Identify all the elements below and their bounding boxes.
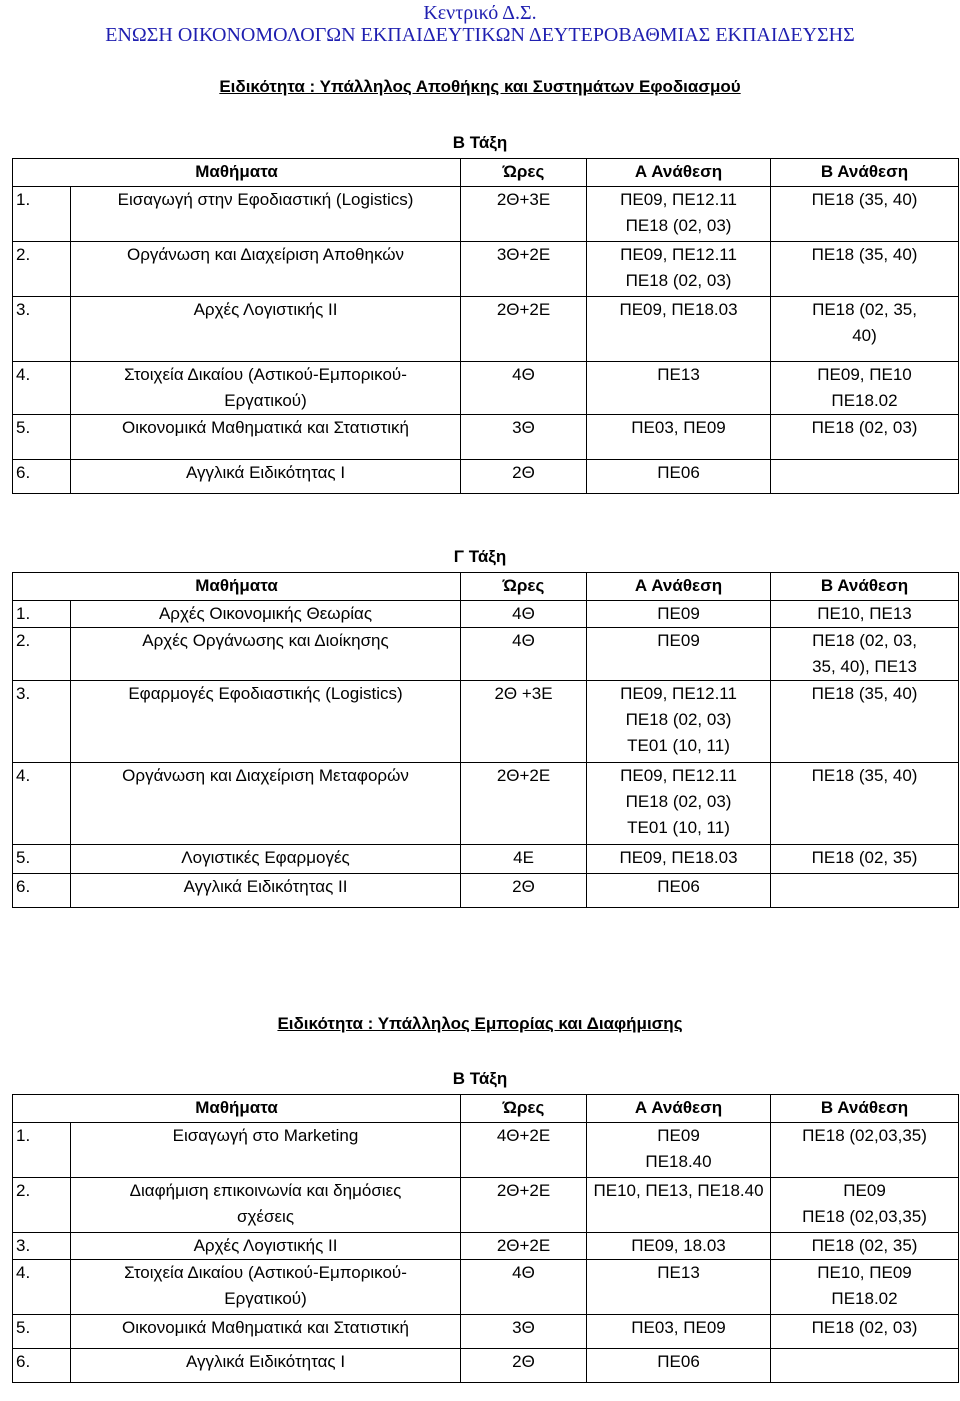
a-assignment: ΠΕ09, 18.03 (631, 1236, 726, 1255)
a-assignment: ΠΕ09, ΠΕ12.11 (620, 684, 737, 703)
a-assignment-cell (587, 601, 771, 628)
course-cell (71, 415, 461, 460)
a-assignment-cell (587, 1233, 771, 1260)
b-assignment: ΠΕ09, ΠΕ10 (817, 365, 912, 384)
course-name: Εφαρμογές Εφοδιαστικής (Logistics) (128, 684, 403, 703)
row-number: 5. (13, 845, 71, 874)
table-row (13, 1123, 959, 1178)
b-assignment: ΠΕ18.02 (831, 391, 898, 410)
b-assignment-cell (771, 242, 959, 297)
b-assignment: ΠΕ18 (35, 40) (811, 245, 918, 264)
table-header-row (13, 573, 959, 601)
b-assignment: ΠΕ18 (02, 35, (812, 300, 917, 319)
course-table (12, 572, 959, 908)
hours-cell: 2Θ+3Ε (461, 187, 587, 242)
row-number: 3. (13, 681, 71, 763)
b-assignment-cell (771, 1123, 959, 1178)
hours-cell: 4Θ (461, 362, 587, 415)
course-name: Εισαγωγή στην Εφοδιαστική (Logistics) (117, 190, 414, 209)
hours-cell: 2Θ (461, 1349, 587, 1383)
b-assignment-cell (771, 297, 959, 362)
a-assignment-cell (587, 763, 771, 845)
course-name: Οργάνωση και Διαχείριση Μεταφορών (122, 766, 409, 785)
b-assignment-cell (771, 1178, 959, 1233)
course-cell (71, 1349, 461, 1383)
course-name: Αγγλικά Ειδικότητας Ι (185, 463, 346, 482)
course-name: σχέσεις (236, 1207, 295, 1226)
a-assignment: ΠΕ09, ΠΕ18.03 (619, 848, 738, 867)
header-union-name: ΕΝΩΣΗ ΟΙΚΟΝΟΜΟΛΟΓΩΝ ΕΚΠΑΙΔΕΥΤΙΚΩΝ ΔΕΥΤΕΡΟΒΑΘΜΙΑΣ ΕΚΠΑΙΔΕΥΣΗΣ (105, 24, 855, 46)
course-name: Οικονομικά Μαθηματικά και Στατιστική (121, 1318, 410, 1337)
table-row (13, 187, 959, 242)
hours-cell: 3Θ+2Ε (461, 242, 587, 297)
a-assignment: ΠΕ09 (657, 604, 700, 623)
course-table (12, 158, 959, 494)
a-assignment: ΠΕ06 (657, 463, 700, 482)
course-table (12, 1094, 959, 1383)
a-assignment-cell (587, 1178, 771, 1233)
course-cell (71, 1315, 461, 1349)
hours-cell: 2Θ (461, 460, 587, 494)
course-name: Αγγλικά Ειδικότητας ΙΙ (183, 877, 348, 896)
a-assignment: ΠΕ09 (657, 631, 700, 650)
course-cell (71, 681, 461, 763)
row-number: 3. (13, 297, 71, 362)
a-assignment-cell (587, 187, 771, 242)
course-cell (71, 187, 461, 242)
b-assignment-cell (771, 1315, 959, 1349)
a-assignment: ΠΕ09 (657, 1126, 700, 1145)
class-title: Β Τάξη (452, 133, 508, 152)
header-cell: Α Ανάθεση (587, 159, 771, 187)
course-name: Αρχές Λογιστικής ΙΙ (193, 1236, 338, 1255)
a-assignment: ΤΕ01 (10, 11) (627, 818, 730, 837)
b-assignment-cell (771, 187, 959, 242)
header-cell: Α Ανάθεση (587, 1095, 771, 1123)
a-assignment-cell (587, 681, 771, 763)
header-cell: Β Ανάθεση (771, 573, 959, 601)
row-number: 2. (13, 628, 71, 681)
hours-cell: 4Θ+2Ε (461, 1123, 587, 1178)
course-name: Εργατικού) (224, 1289, 307, 1308)
a-assignment: ΠΕ09, ΠΕ12.11 (620, 245, 737, 264)
a-assignment: ΠΕ09, ΠΕ12.11 (620, 190, 737, 209)
header-cell: Ώρες (461, 1095, 587, 1123)
course-cell (71, 874, 461, 908)
b-assignment: ΠΕ18 (35, 40) (811, 190, 918, 209)
course-cell (71, 1233, 461, 1260)
row-number: 6. (13, 460, 71, 494)
course-cell (71, 628, 461, 681)
b-assignment-cell (771, 601, 959, 628)
row-number: 3. (13, 1233, 71, 1260)
table-row (13, 845, 959, 874)
hours-cell: 4Θ (461, 1260, 587, 1315)
course-cell (71, 297, 461, 362)
row-number: 5. (13, 415, 71, 460)
header-cell: Α Ανάθεση (587, 573, 771, 601)
header-cell: Β Ανάθεση (771, 1095, 959, 1123)
row-number: 4. (13, 362, 71, 415)
hours-cell: 4Θ (461, 601, 587, 628)
a-assignment-cell (587, 362, 771, 415)
b-assignment-cell (771, 763, 959, 845)
a-assignment: ΠΕ10, ΠΕ13, ΠΕ18.40 (593, 1181, 764, 1200)
course-cell (71, 362, 461, 415)
b-assignment-cell (771, 415, 959, 460)
b-assignment: ΠΕ18 (02, 35) (811, 1236, 918, 1255)
b-assignment-cell (771, 1233, 959, 1260)
b-assignment-cell (771, 874, 959, 908)
b-assignment-cell (771, 1349, 959, 1383)
b-assignment: ΠΕ18 (35, 40) (811, 684, 918, 703)
table-row (13, 763, 959, 845)
table-row (13, 362, 959, 415)
course-name: Λογιστικές Εφαρμογές (181, 848, 350, 867)
table-row (13, 1349, 959, 1383)
header-cell: Μαθήματα (13, 159, 461, 187)
a-assignment: ΠΕ18 (02, 03) (625, 792, 732, 811)
a-assignment-cell (587, 415, 771, 460)
row-number: 1. (13, 1123, 71, 1178)
row-number: 1. (13, 601, 71, 628)
a-assignment: ΠΕ09, ΠΕ18.03 (619, 300, 738, 319)
row-number: 4. (13, 1260, 71, 1315)
course-name: Διαφήμιση επικοινωνία και δημόσιες (129, 1181, 402, 1200)
header-cell: Ώρες (461, 159, 587, 187)
a-assignment: ΠΕ09, ΠΕ12.11 (620, 766, 737, 785)
table-row (13, 874, 959, 908)
a-assignment-cell (587, 1315, 771, 1349)
b-assignment-cell (771, 362, 959, 415)
b-assignment-cell (771, 460, 959, 494)
header-line1: Κεντρικό Δ.Σ. (423, 2, 537, 24)
table-row (13, 297, 959, 362)
table-header-row (13, 1095, 959, 1123)
class-title: Γ Τάξη (453, 547, 507, 566)
table-row (13, 460, 959, 494)
row-number: 6. (13, 1349, 71, 1383)
a-assignment-cell (587, 874, 771, 908)
a-assignment: ΠΕ06 (657, 877, 700, 896)
table-row (13, 242, 959, 297)
header-cell: Ώρες (461, 573, 587, 601)
a-assignment-cell (587, 628, 771, 681)
table-row (13, 1260, 959, 1315)
a-assignment: ΠΕ03, ΠΕ09 (631, 418, 726, 437)
course-name: Αρχές Λογιστικής ΙΙ (193, 300, 338, 319)
course-name: Εργατικού) (224, 391, 307, 410)
header-cell: Β Ανάθεση (771, 159, 959, 187)
b-assignment-cell (771, 845, 959, 874)
course-name: Στοιχεία Δικαίου (Αστικού-Εμπορικού- (124, 365, 407, 384)
b-assignment: ΠΕ18 (02,03,35) (802, 1126, 927, 1145)
course-cell (71, 1260, 461, 1315)
hours-cell: 3Θ (461, 1315, 587, 1349)
a-assignment-cell (587, 1260, 771, 1315)
b-assignment-cell (771, 1260, 959, 1315)
b-assignment-cell (771, 628, 959, 681)
hours-cell: 2Θ+2Ε (461, 297, 587, 362)
header-cell: Μαθήματα (13, 1095, 461, 1123)
b-assignment: ΠΕ18 (02, 03) (811, 1318, 918, 1337)
a-assignment: ΠΕ06 (657, 1352, 700, 1371)
table-row (13, 1178, 959, 1233)
hours-cell: 4Θ (461, 628, 587, 681)
a-assignment-cell (587, 845, 771, 874)
hours-cell: 4Ε (461, 845, 587, 874)
row-number: 2. (13, 242, 71, 297)
b-assignment: ΠΕ18.02 (831, 1289, 898, 1308)
hours-cell: 3Θ (461, 415, 587, 460)
hours-cell: 2Θ (461, 874, 587, 908)
a-assignment: ΠΕ18.40 (645, 1152, 712, 1171)
table-row (13, 1233, 959, 1260)
a-assignment: ΠΕ18 (02, 03) (625, 710, 732, 729)
b-assignment-cell (771, 681, 959, 763)
course-name: Οργάνωση και Διαχείριση Αποθηκών (126, 245, 405, 264)
course-name: Οικονομικά Μαθηματικά και Στατιστική (121, 418, 410, 437)
b-assignment: ΠΕ18 (02,03,35) (802, 1207, 927, 1226)
course-name: Στοιχεία Δικαίου (Αστικού-Εμπορικού- (124, 1263, 407, 1282)
row-number: 5. (13, 1315, 71, 1349)
a-assignment: ΤΕ01 (10, 11) (627, 736, 730, 755)
b-assignment: ΠΕ18 (02, 35) (811, 848, 918, 867)
course-name: Αρχές Οικονομικής Θεωρίας (158, 604, 373, 623)
course-cell (71, 763, 461, 845)
table-row (13, 681, 959, 763)
course-cell (71, 845, 461, 874)
course-name: Αγγλικά Ειδικότητας Ι (185, 1352, 346, 1371)
a-assignment: ΠΕ13 (657, 1263, 700, 1282)
specialty-title-1: Ειδικότητα : Υπάλληλος Αποθήκης και Συστημάτων Εφοδιασμού (219, 77, 741, 96)
table-row (13, 415, 959, 460)
hours-cell: 2Θ+2Ε (461, 1233, 587, 1260)
a-assignment-cell (587, 1123, 771, 1178)
course-cell (71, 460, 461, 494)
hours-cell: 2Θ+2Ε (461, 763, 587, 845)
a-assignment-cell (587, 242, 771, 297)
a-assignment-cell (587, 460, 771, 494)
a-assignment: ΠΕ18 (02, 03) (625, 271, 732, 290)
class-title: Β Τάξη (452, 1069, 508, 1088)
b-assignment: ΠΕ10, ΠΕ13 (817, 604, 912, 623)
b-assignment: ΠΕ18 (02, 03, (812, 631, 917, 650)
a-assignment: ΠΕ03, ΠΕ09 (631, 1318, 726, 1337)
row-number: 6. (13, 874, 71, 908)
table-row (13, 628, 959, 681)
table-header-row (13, 159, 959, 187)
course-name: Αρχές Οργάνωσης και Διοίκησης (142, 631, 389, 650)
b-assignment: ΠΕ18 (35, 40) (811, 766, 918, 785)
hours-cell: 2Θ+2Ε (461, 1178, 587, 1233)
b-assignment: ΠΕ18 (02, 03) (811, 418, 918, 437)
specialty-title-2: Ειδικότητα : Υπάλληλος Εμπορίας και Διαφήμισης (277, 1014, 683, 1033)
b-assignment: 40) (852, 326, 877, 345)
table-row (13, 601, 959, 628)
b-assignment: ΠΕ10, ΠΕ09 (817, 1263, 912, 1282)
a-assignment-cell (587, 297, 771, 362)
hours-cell: 2Θ +3Ε (461, 681, 587, 763)
row-number: 2. (13, 1178, 71, 1233)
header-cell: Μαθήματα (13, 573, 461, 601)
row-number: 4. (13, 763, 71, 845)
course-cell (71, 1123, 461, 1178)
course-cell (71, 242, 461, 297)
table-row (13, 1315, 959, 1349)
course-cell (71, 601, 461, 628)
course-cell (71, 1178, 461, 1233)
b-assignment: ΠΕ09 (843, 1181, 886, 1200)
a-assignment: ΠΕ18 (02, 03) (625, 216, 732, 235)
a-assignment: ΠΕ13 (657, 365, 700, 384)
row-number: 1. (13, 187, 71, 242)
a-assignment-cell (587, 1349, 771, 1383)
b-assignment: 35, 40), ΠΕ13 (812, 657, 917, 676)
course-name: Εισαγωγή στο Marketing (172, 1126, 359, 1145)
